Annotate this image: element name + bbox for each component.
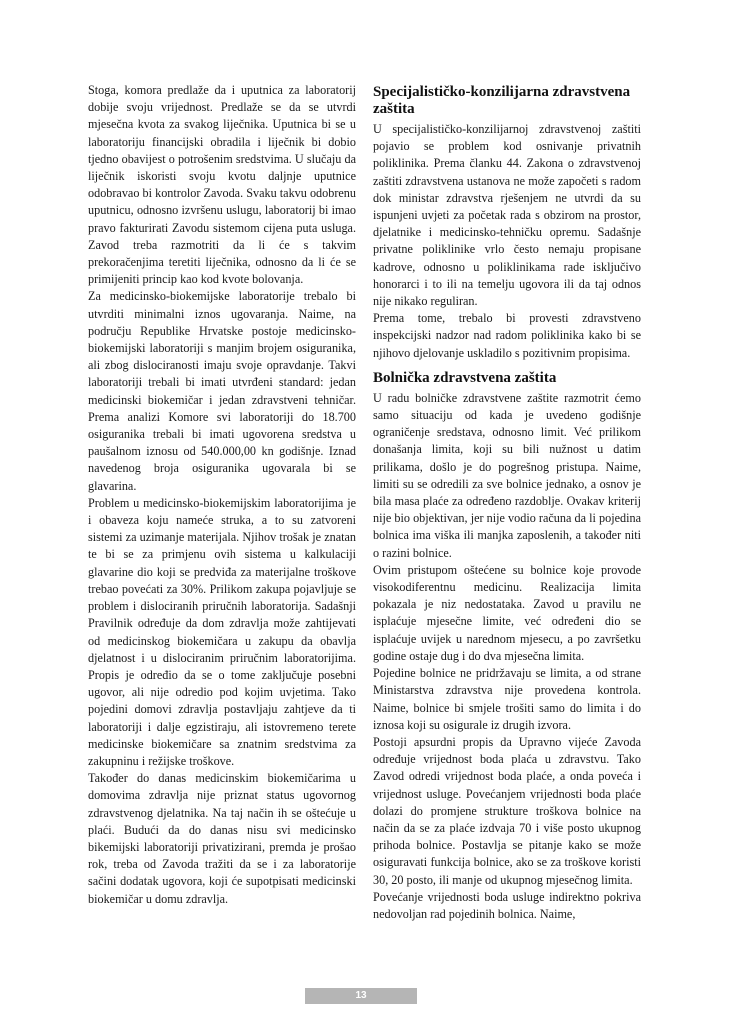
paragraph: Stoga, komora predlaže da i uputnica za laboratorij dobije svoju vrijednost. Predlaže se da se utvrdi mjesečna kvota za svakog liječnika. Uputnica bi se u laboratoriju financijski obradila i liječnik bi dobio tjedno obavijest o potrošenim sredstvima. U slučaju da liječnik iskoristi svoju kvotu daljnje uputnice odobravao bi kontrolor Zavoda. Svaku takvu odobrenu uputnicu, odnosno izvršenu uslugu, laboratorij bi imao pravo fakturirati Zavodu sistemom cijena puta usluga. Zavod treba razmotriti da li će s takvim prekoračenjima teretiti liječnika, odnosno da li će se primijeniti princip kao kod kvote bolovanja. [88, 83, 356, 287]
paragraph: U radu bolničke zdravstvene zaštite razmotrit ćemo samo situaciju od kada je uvedeno godišnje ograničenje sredstava, odnosno limit. Već prilikom donašanja limita, koji su bili nužnost u datim prilikama, došlo je do pogrešnog pristupa. Naime, limiti su se odredili za sve bolnice jednako, a osnov je bila masa plaće za određeno razdoblje. Ovakav kriterij nije bio objektivan, jer nije vodio računa da li pojedina bolnica ima viška ili manjka zaposlenih, a također niti o razini bolnice. [373, 390, 641, 560]
section-heading-hospital-care: Bolnička zdravstvena zaštita [373, 369, 557, 386]
left-column [88, 82, 356, 908]
paragraph: Za medicinsko-biokemijske laboratorije trebalo bi utvrditi minimalni iznos ugovaranja. Naime, na području Republike Hrvatske postoje medicinsko-biokemijski laboratoriji s manjim brojem osiguranika, ali zbog dislociranosti imaju svoje opravdanje. Takvi laboratoriji trebali bi imati utvrđeni standard: jedan medicinski biokemičar i jedan zdravstveni tehničar. Prema analizi Komore svi laboratoriji do 18.700 osiguranika trebali bi imati ugovorena sredstva u paušalnom iznosu od 540.000,00 kn godišnje. Iznad navedenog broja osiguranika ugovarala bi se glavarina. [88, 289, 356, 493]
section-heading-specialist-care: Specijalističko-konzilijarna zdravstvena zaštita [373, 84, 631, 117]
page-number-bar [305, 988, 417, 1004]
paragraph: Problem u medicinsko-biokemijskim laboratorijima je i obaveza koju nameće struka, a to su zatvoreni sistemi za uzimanje materijala. Njihov trošak je znatan te bi se za primjenu ovih sistema u kalkulaciji glavarine dio koji se predviđa za materijalne troškove trebao povećati za 30%. Prilikom zakupa pojavljuje se problem i dislociranih priručnih laboratorija. Sadašnji Pravilnik određuje da dom zdravlja može zahtijevati od medicinskog biokemičara u zakupu da obavlja djelatnost i u dislociranim priručnim laboratorijima. Propis je određio da se o tome zaključuje posebni ugovor, ali nije odredio pod kojim uvjetima. Tako pojedini domovi zdravlja postavljaju zahtjeve da ti laboratoriji i dalje egzistiraju, ali istovremeno terete medicinske biokemičare sa znatnim sredstvima za zakupninu i režijske troškove. [88, 495, 356, 768]
right-column [373, 82, 641, 923]
paragraph: Pojedine bolnice ne pridržavaju se limita, a od strane Ministarstva zdravstva nije provedena kontrola. Naime, bolnice bi smjele trošiti samo do limita i do iznosa koji su osigurale iz drugih izvora. [373, 666, 641, 732]
paragraph: Povećanje vrijednosti boda usluge indirektno pokriva nedovoljan rad pojedinih bolnica. Naime, [373, 889, 641, 921]
paragraph: Postoji apsurdni propis da Upravno vijeće Zavoda određuje vrijednost boda plaća u zdravstvu. Tako Zavod odredi vrijednost boda plaće, a onda poveća i vrijednost usluge. Povećanjem vrijednosti boda plaće dolazi do promjene strukture troškova bolnice na način da se za plaće izdvaja 70 i više posto ukupnog prihoda bolnice. Postavlja se pitanje kako se može osiguravati funkcija bolnice, ako se za troškove koristi 30, 20 posto, ili manje od ukupnog mjesečnog limita. [373, 734, 641, 887]
page-number: 13 [355, 990, 367, 1001]
paragraph: U specijalističko-konzilijarnoj zdravstvenoj zaštiti pojavio se problem kod osnivanje privatnih poliklinika. Prema članku 44. Zakona o zdravstvenoj zaštiti zdravstvena ustanova ne može započeti s radom dok ministar zdravstva rješenjem ne utvrdi da su ispunjeni uvjeti za početak rada s obzirom na prostor, djelatnike i medicinsko-tehničku opremu. Sadašnje privatne poliklinike vrlo često nemaju propisane kadrove, odnosno u poliklinikama rade isključivo honorarci i to ili na temelju ugovora ili da taj odnos nije nikako reguliran. [373, 122, 641, 309]
paragraph: Ovim pristupom oštećene su bolnice koje provode visokodiferentnu medicinu. Realizacija limita pokazala je niz nedostataka. Zavod u pravilu ne isplaćuje mjesečne limite, već određeni dio se isplaćuje uvijek u narednom mjesecu, a po završetku godine ostaje dug i do dva mjesečna limita. [373, 562, 641, 663]
paragraph: Prema tome, trebalo bi provesti zdravstveno inspekcijski nadzor nad radom poliklinika kako bi se njihovo djelovanje uskladilo s pozitivnim propisima. [373, 311, 641, 360]
paragraph: Također do danas medicinskim biokemičarima u domovima zdravlja nije priznat status ugovornog zdravstvenog djelatnika. Na taj način ih se oštećuje u plaći. Budući da do danas nisu svi medicinsko bikemijski laboratoriji privatizirani, premda je prošao rok, treba od Zavoda tražiti da se i za laboratorije sačini dodatak ugovora, koji će supotpisati medicinski biokemičar u domu zdravlja. [88, 771, 356, 906]
